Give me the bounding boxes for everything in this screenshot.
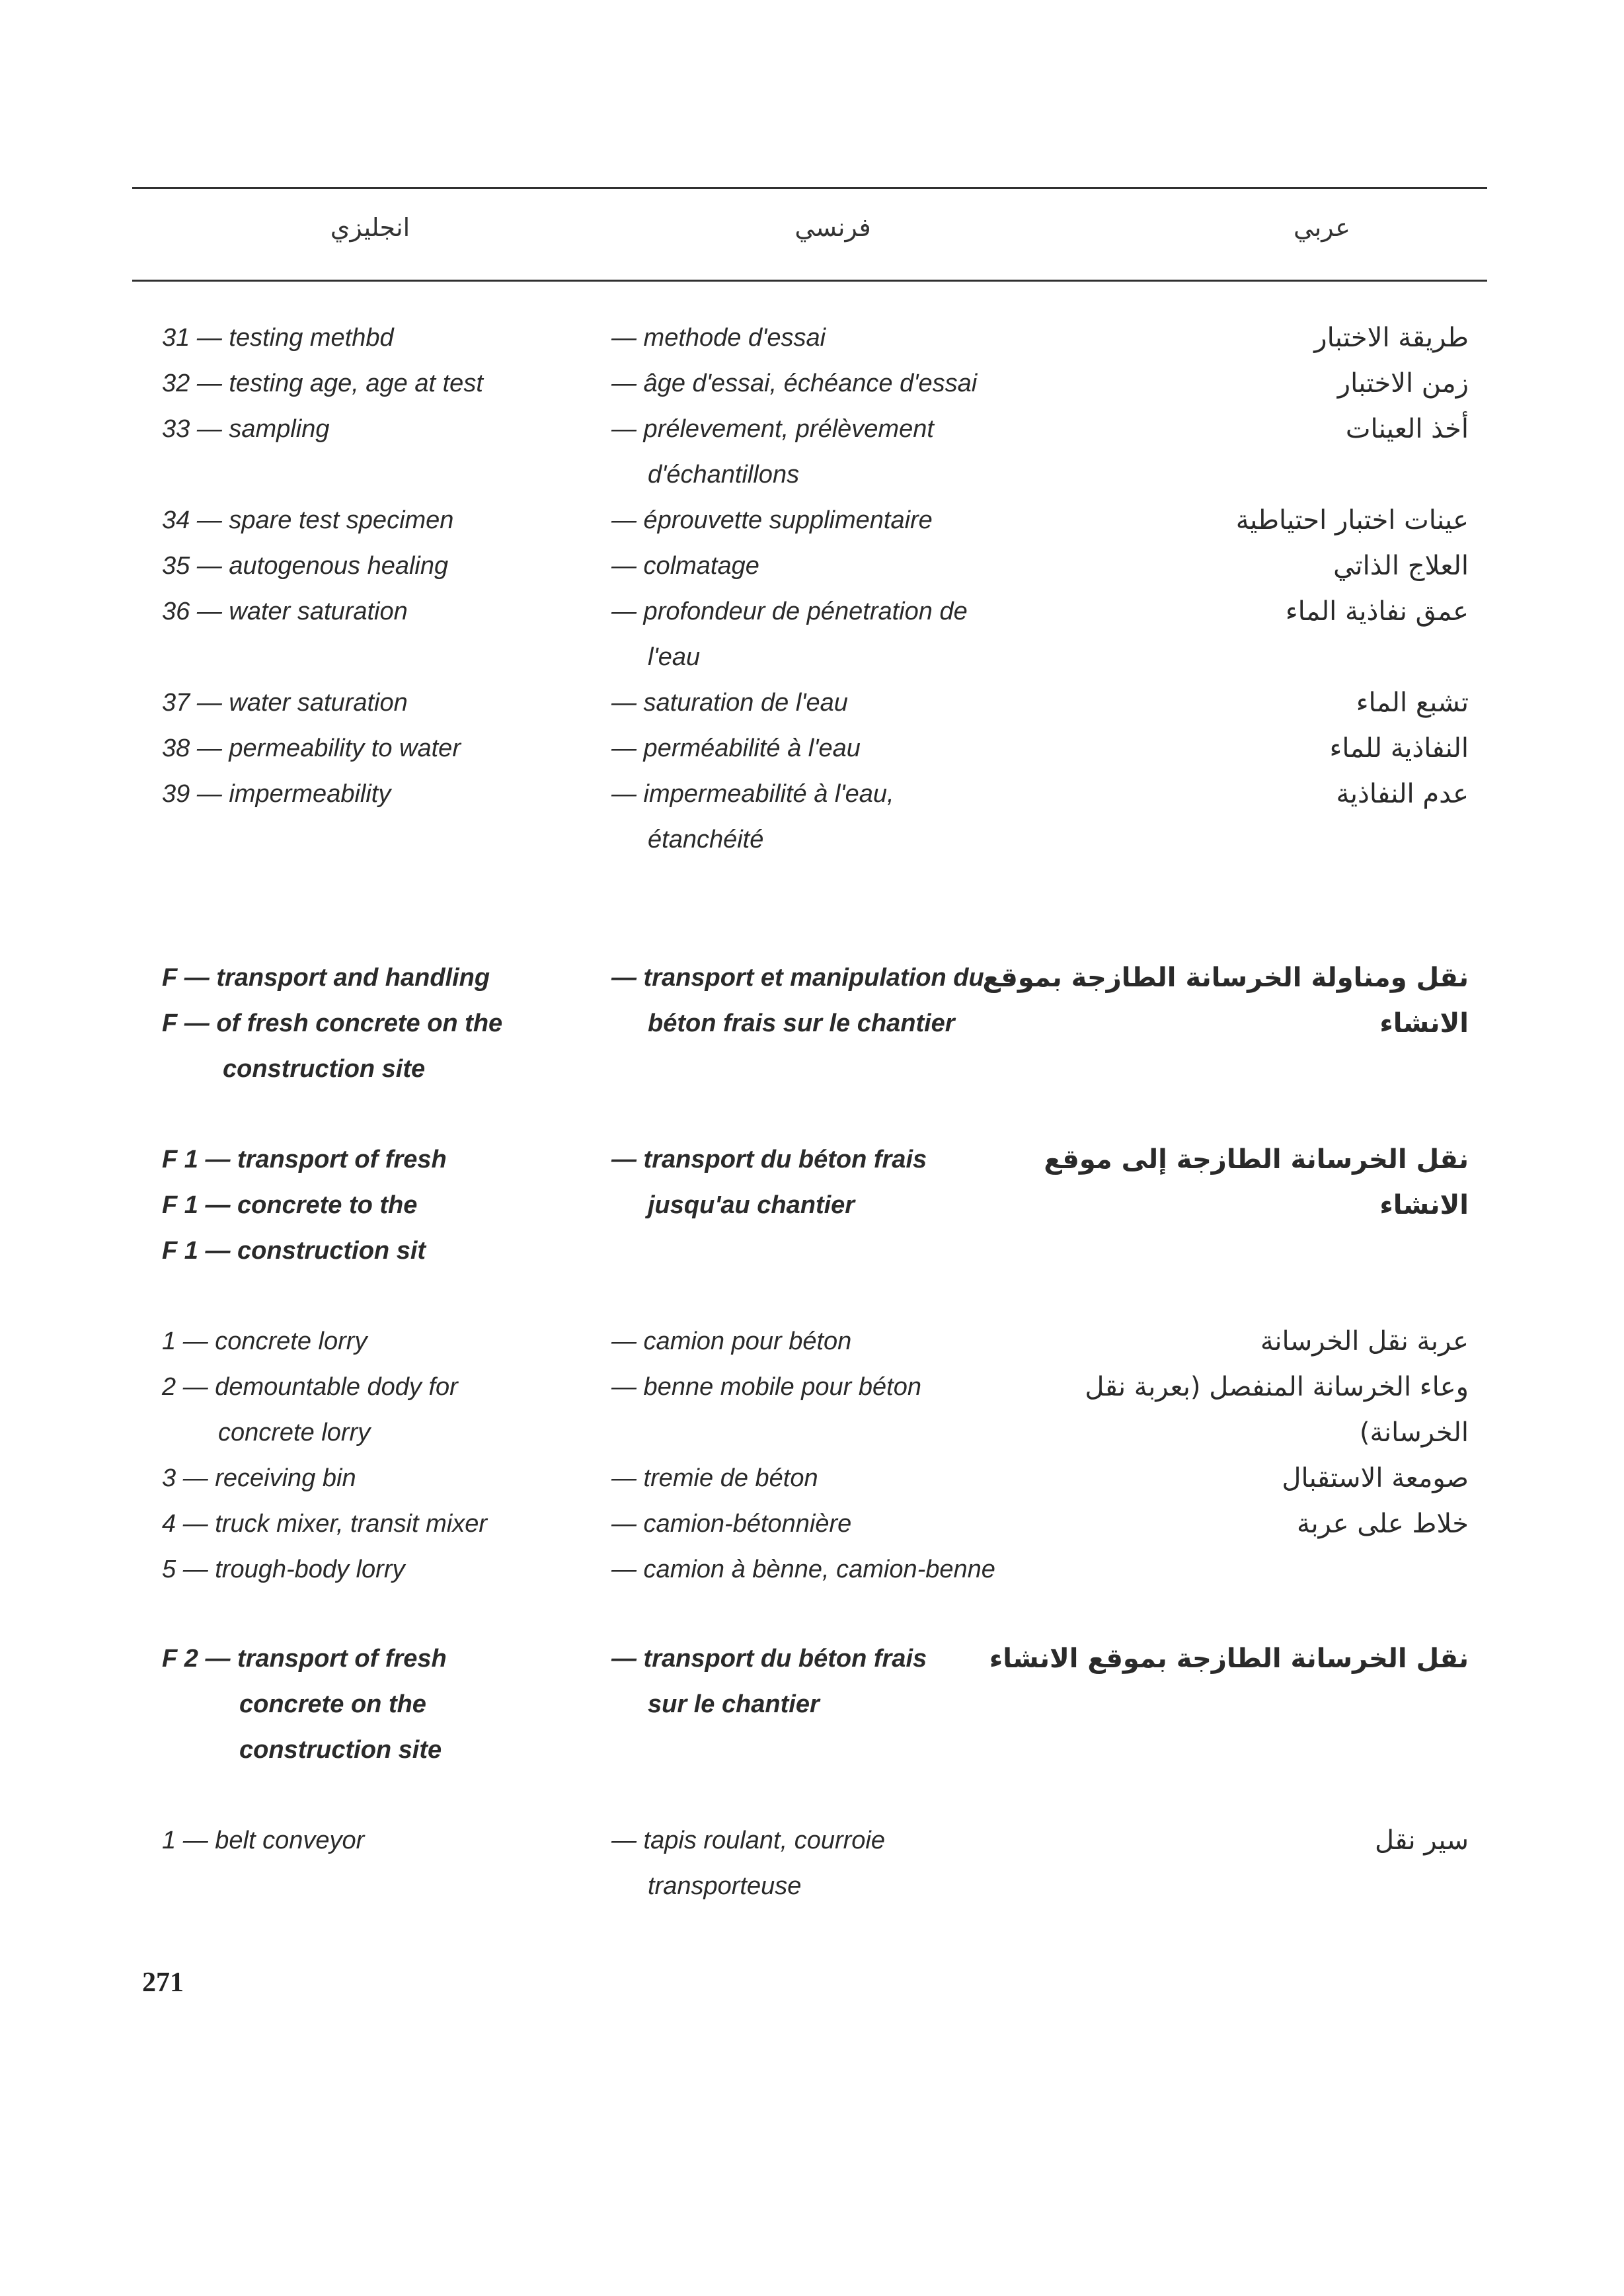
term-fr: — camion-bétonnière <box>611 1510 852 1538</box>
heading-en: F — of fresh concrete on the <box>162 1009 503 1037</box>
term-fr: — colmatage <box>611 552 759 580</box>
term-fr <box>611 1410 995 1456</box>
group2-arabic <box>1085 1319 1469 1593</box>
term-fr: — éprouvette supplimentaire <box>611 506 933 534</box>
term-ar: خلاط على عربة <box>1297 1509 1469 1539</box>
term-fr: — benne mobile pour béton <box>611 1373 921 1401</box>
group2-french <box>611 1319 995 1593</box>
heading-ar: الانشاء <box>1379 1008 1469 1039</box>
term-en: 38 — permeability to water <box>162 734 461 762</box>
section-f-arabic <box>982 955 1469 1047</box>
term-ar <box>1236 635 1469 680</box>
heading-fr: sur le chantier <box>648 1690 820 1718</box>
term-ar: وعاء الخرسانة المنفصل (بعربة نقل <box>1085 1372 1469 1402</box>
heading-en: construction site <box>223 1055 426 1083</box>
term-en: 5 — trough-body lorry <box>162 1556 405 1583</box>
group1-french <box>611 315 977 863</box>
term-en: 37 — water saturation <box>162 689 408 717</box>
heading-fr: jusqu'au chantier <box>648 1191 855 1219</box>
term-en: 36 — water saturation <box>162 598 408 625</box>
term-fr: — profondeur de pénetration de <box>611 598 968 625</box>
section-f2-arabic <box>989 1636 1469 1682</box>
column-header-french: فرنسي <box>794 213 871 242</box>
term-ar: زمن الاختبار <box>1337 368 1469 399</box>
page-number: 271 <box>142 1967 184 1998</box>
group3-french <box>611 1818 885 1909</box>
term-ar: صومعة الاستقبال <box>1282 1463 1469 1493</box>
group3-arabic <box>1375 1818 1469 1864</box>
section-f-french <box>611 955 984 1047</box>
group3-english <box>162 1818 364 1864</box>
section-f2-english <box>162 1636 447 1773</box>
column-header-english: انجليزي <box>330 213 410 242</box>
term-ar <box>1236 452 1469 498</box>
term-fr: — camion pour béton <box>611 1327 852 1355</box>
term-en: 39 — impermeability <box>162 780 391 808</box>
term-ar <box>1085 1547 1469 1593</box>
term-en: 1 — concrete lorry <box>162 1327 367 1355</box>
term-en: 32 — testing age, age at test <box>162 370 483 397</box>
heading-ar: نقل ومناولة الخرسانة الطازجة بموقع <box>982 963 1469 993</box>
heading-en: F 2 — transport of fresh <box>162 1645 447 1673</box>
section-f2-french <box>611 1636 927 1727</box>
term-fr: — methode d'essai <box>611 324 826 352</box>
heading-en: F 1 — transport of fresh <box>162 1146 447 1173</box>
column-header-arabic: عربي <box>1294 213 1350 242</box>
heading-fr: — transport et manipulation du <box>611 964 984 992</box>
term-fr: transporteuse <box>648 1872 802 1900</box>
term-ar: النفاذية للماء <box>1329 733 1469 764</box>
term-fr: — saturation de l'eau <box>611 689 848 717</box>
term-ar: سير نقل <box>1374 1825 1469 1856</box>
term-en: 2 — demountable dody for <box>162 1373 458 1401</box>
term-ar: طريقة الاختبار <box>1314 323 1469 353</box>
group2-english <box>162 1319 487 1593</box>
term-ar: تشبع الماء <box>1356 688 1469 718</box>
term-fr: — perméabilité à l'eau <box>611 734 861 762</box>
term-ar: عمق نفاذية الماء <box>1285 596 1469 627</box>
term-ar: عدم النفاذية <box>1336 779 1469 809</box>
heading-en: F 1 — construction sit <box>162 1237 426 1265</box>
term-en: 1 — belt conveyor <box>162 1827 365 1854</box>
term-fr: — camion à bènne, camion-benne <box>611 1556 995 1583</box>
top-rule <box>132 187 1487 189</box>
term-ar: أخذ العينات <box>1345 414 1469 444</box>
heading-ar: الانشاء <box>1379 1190 1469 1220</box>
term-en: 33 — sampling <box>162 415 330 443</box>
term-en: 31 — testing methbd <box>162 324 394 352</box>
section-f1-english <box>162 1137 447 1274</box>
heading-en: F — transport and handling <box>162 964 490 992</box>
term-fr: — tremie de béton <box>611 1464 818 1492</box>
term-en: 34 — spare test specimen <box>162 506 454 534</box>
term-en: 35 — autogenous healing <box>162 552 449 580</box>
heading-en: concrete on the <box>239 1690 426 1718</box>
heading-fr: — transport du béton frais <box>611 1146 927 1173</box>
group1-english <box>162 315 483 817</box>
section-f1-arabic <box>1044 1137 1469 1228</box>
term-ar: الخرسانة) <box>1359 1417 1469 1448</box>
term-en <box>162 635 483 680</box>
term-fr: l'eau <box>648 643 701 671</box>
heading-ar: نقل الخرسانة الطازجة إلى موقع <box>1044 1144 1469 1175</box>
term-fr: d'échantillons <box>648 461 800 489</box>
term-en: concrete lorry <box>218 1419 371 1446</box>
heading-ar: نقل الخرسانة الطازجة بموقع الانشاء <box>989 1643 1469 1674</box>
section-f1-french <box>611 1137 927 1228</box>
term-fr: étanchéité <box>648 826 764 853</box>
term-en <box>162 452 483 498</box>
term-fr: — tapis roulant, courroie <box>611 1827 885 1854</box>
header-rule <box>132 280 1487 282</box>
section-f-english <box>162 955 502 1092</box>
term-ar: العلاج الذاتي <box>1333 551 1469 581</box>
heading-fr: — transport du béton frais <box>611 1645 927 1673</box>
term-en: 3 — receiving bin <box>162 1464 356 1492</box>
term-ar: عينات اختبار احتياطية <box>1235 505 1469 535</box>
term-ar: عربة نقل الخرسانة <box>1260 1326 1469 1357</box>
term-fr: — impermeabilité à l'eau, <box>611 780 894 808</box>
term-fr: — prélevement, prélèvement <box>611 415 934 443</box>
term-en: 4 — truck mixer, transit mixer <box>162 1510 487 1538</box>
group1-arabic <box>1236 315 1469 817</box>
heading-en: construction site <box>239 1736 442 1764</box>
term-fr: — âge d'essai, échéance d'essai <box>611 370 978 397</box>
heading-en: F 1 — concrete to the <box>162 1191 418 1219</box>
heading-fr: béton frais sur le chantier <box>648 1009 955 1037</box>
